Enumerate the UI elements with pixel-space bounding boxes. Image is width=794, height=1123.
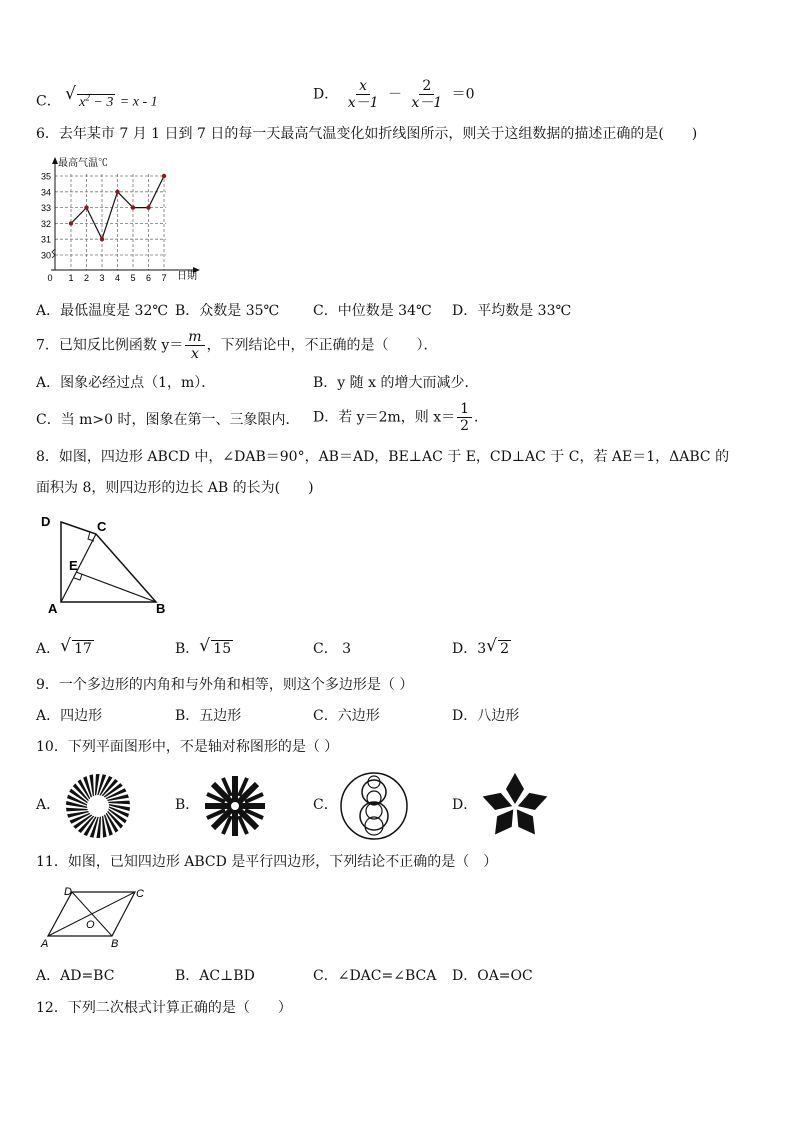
q10-figure-d-pinwheel-star-icon <box>476 767 554 841</box>
chart-ytick-label: 31 <box>40 234 51 245</box>
chart-xtick-label: 0 <box>47 273 53 283</box>
q5-option-c-label: C． <box>36 93 61 110</box>
q5-option-d-frac1: $\frac{x}{x-1}$ <box>347 78 379 111</box>
q10-option-a-label: A． <box>36 797 61 813</box>
q6-option-b: B．众数是 35℃ <box>175 303 280 319</box>
chart-xtick-label: 4 <box>114 273 121 283</box>
q7-option-d-a: D．若 y＝2m，则 x＝ <box>313 409 456 426</box>
q10-option-c-label: C． <box>313 797 338 813</box>
q10-stem: 10．下列平面图形中，不是轴对称图形的是（ ） <box>36 739 339 755</box>
q5-option-c <box>36 84 158 112</box>
q8-stem-line1: 8．如图，四边形 ABCD 中，∠DAB＝90°，AB＝AD，BE⊥AC 于 E，CD⊥AC 于 C，若 AE＝1，ΔABC 的 <box>36 449 730 465</box>
q8-option-b: B． √ 15 <box>175 636 232 657</box>
chart-xtick-label: 7 <box>161 273 167 283</box>
q10-figure-c-circles-icon <box>338 770 410 842</box>
q7-stem-a: 7．已知反比例函数 y＝ <box>36 337 184 354</box>
q10-figure-b-star-burst-icon <box>200 771 270 841</box>
q11-label-c: C <box>136 888 144 900</box>
q8-label-b: B <box>156 601 166 616</box>
q6-option-d: D．平均数是 33℃ <box>452 303 572 319</box>
chart-point <box>162 174 166 178</box>
chart-xtick-label: 6 <box>145 273 152 283</box>
chart-xtick-label: 3 <box>99 273 105 283</box>
chart-xtick-label: 5 <box>130 273 136 283</box>
q9-option-d: D．八边形 <box>452 708 520 724</box>
q7-option-d <box>313 401 488 434</box>
q10-option-d-label: D． <box>452 797 478 813</box>
q8-option-d: D．3 √ 2 <box>452 636 510 657</box>
q10-option-b-label: B． <box>175 797 200 813</box>
sunburst-ray <box>66 808 89 812</box>
chart-xtick-label: 1 <box>68 273 74 283</box>
q9-stem: 9．一个多边形的内角和与外角和相等，则这个多边形是（ ） <box>36 677 414 693</box>
chart-point <box>131 205 135 209</box>
chart-point <box>84 205 88 209</box>
q10-figure-a-sunburst-icon <box>63 771 133 841</box>
q5-option-d-label: D． <box>313 86 339 103</box>
chart-point <box>69 221 73 225</box>
q5-option-d-tail: ＝0 <box>451 86 475 103</box>
chart-ytick-label: 32 <box>40 218 51 229</box>
q8-label-c: C <box>97 519 107 534</box>
q5-option-d-minus: － <box>387 86 402 103</box>
chart-axes <box>51 157 200 273</box>
q5-option-d-frac2: $\frac{2}{x-1}$ <box>411 78 443 111</box>
q7-option-b: B．y 随 x 的增大而减少． <box>313 375 479 391</box>
q9-option-b: B．五边形 <box>175 708 242 724</box>
q8-option-a: A． √ 17 <box>36 636 92 657</box>
q5-option-d <box>313 78 475 111</box>
q12-stem: 12．下列二次根式计算正确的是（ ） <box>36 1000 292 1016</box>
q7-option-d-b: ． <box>474 409 489 426</box>
chart-ticks <box>41 172 167 284</box>
q11-label-o: O <box>86 919 95 931</box>
q6-option-a: A．最低温度是 32℃ <box>36 303 169 319</box>
q11-label-a: A <box>41 938 49 950</box>
q11-option-a: A．AD=BC <box>36 968 115 984</box>
chart-point <box>115 190 119 194</box>
q8-option-c: C． 3 <box>313 641 352 657</box>
q11-label-d: D <box>64 886 72 898</box>
chart-xtick-label: 2 <box>83 273 90 283</box>
q7-option-a: A．图象必经过点（1，m）． <box>36 375 216 391</box>
q8-stem-line2: 面积为 8，则四边形的边长 AB 的长为( ) <box>36 480 314 496</box>
q11-stem: 11．如图，已知四边形 ABCD 是平行四边形，下列结论不正确的是（ ） <box>36 854 498 870</box>
q11-option-b: B．AC⊥BD <box>175 968 255 984</box>
q7-fraction: $\frac{m}{x}$ <box>185 329 204 362</box>
q11-label-b: B <box>111 938 119 950</box>
q6-stem: 6．去年某市 7 月 1 日到 7 日的每一天最高气温变化如折线图所示，则关于这组数据的描述正确的是( ) <box>36 126 698 142</box>
chart-xlabel: 日期 <box>177 271 197 282</box>
q9-option-a: A．四边形 <box>36 708 103 724</box>
q8-quadrilateral-figure <box>36 512 176 618</box>
q7-option-d-frac: $\frac{1}{2}$ <box>457 401 472 434</box>
q7-stem <box>36 329 438 362</box>
chart-point <box>100 237 104 241</box>
q8-segment-be <box>76 572 156 602</box>
chart-ylabel: 最高气温℃ <box>58 158 108 169</box>
q8-label-e: E <box>69 558 78 573</box>
q8-label-d: D <box>41 514 51 529</box>
q5-option-c-tail: = x - 1 <box>119 94 158 110</box>
q7-option-c: C．当 m>0 时，图象在第一、三象限内． <box>36 412 300 428</box>
q11-parallelogram-figure <box>38 884 148 950</box>
chart-ytick-label: 35 <box>40 171 51 182</box>
q11-option-d: D．OA=OC <box>452 968 533 984</box>
q5-option-c-sqrt: √ $x^2 - 3$ <box>65 84 114 110</box>
q8-label-a: A <box>48 601 58 616</box>
chart-point <box>146 205 150 209</box>
chart-ytick-label: 30 <box>40 250 51 261</box>
q7-stem-b: ，下列结论中，不正确的是（ ）． <box>206 337 438 354</box>
q8-diagonal-ac <box>61 534 96 602</box>
chart-ytick-label: 34 <box>40 187 51 198</box>
sunburst-ray <box>107 801 130 805</box>
q6-option-c: C．中位数是 34℃ <box>313 303 432 319</box>
q6-line-chart <box>36 153 206 287</box>
chart-ytick-label: 33 <box>40 203 51 214</box>
q11-option-c: C．∠DAC=∠BCA <box>313 968 437 984</box>
q9-option-c: C．六边形 <box>313 708 380 724</box>
